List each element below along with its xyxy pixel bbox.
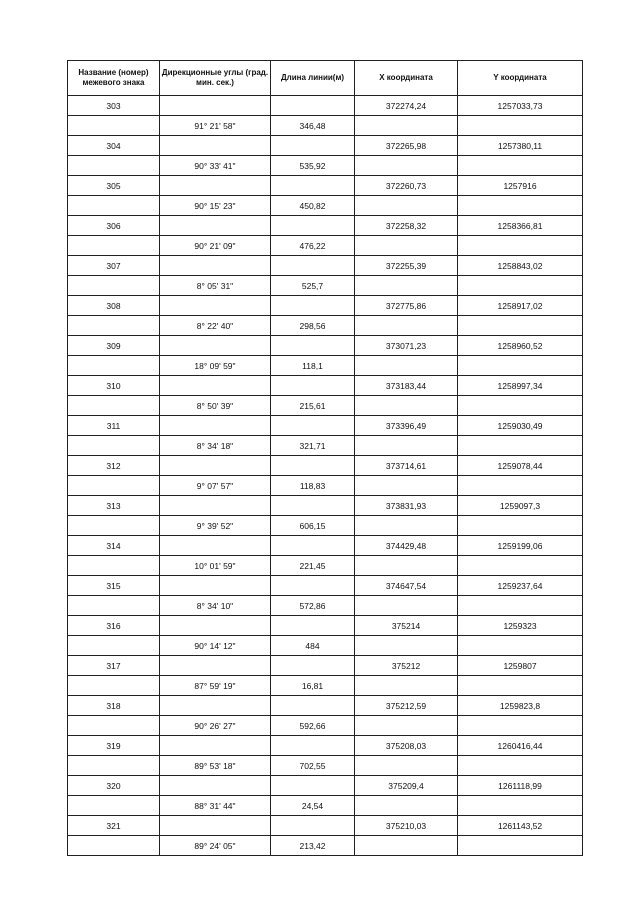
empty-cell — [160, 616, 271, 636]
header-line-length: Длина линии(м) — [271, 61, 355, 96]
point-name-cell: 319 — [68, 736, 160, 756]
empty-cell — [271, 176, 355, 196]
direction-angle-cell: 90° 33' 41" — [160, 156, 271, 176]
direction-angle-cell: 8° 34' 18" — [160, 436, 271, 456]
direction-angle-cell: 10° 01' 59" — [160, 556, 271, 576]
empty-cell — [271, 456, 355, 476]
empty-cell — [271, 96, 355, 116]
table-row-point — [68, 656, 583, 676]
line-length-cell: 298,56 — [271, 316, 355, 336]
empty-cell — [458, 756, 583, 776]
direction-angle-cell: 8° 22' 40" — [160, 316, 271, 336]
table-row-point — [68, 496, 583, 516]
y-coordinate-cell: 1259237,64 — [458, 576, 583, 596]
empty-cell — [271, 296, 355, 316]
x-coordinate-cell: 374647,54 — [355, 576, 458, 596]
x-coordinate-cell: 372255,39 — [355, 256, 458, 276]
empty-cell — [68, 316, 160, 336]
direction-angle-cell: 90° 14' 12" — [160, 636, 271, 656]
table-row-point — [68, 776, 583, 796]
empty-cell — [160, 216, 271, 236]
y-coordinate-cell: 1259199,06 — [458, 536, 583, 556]
empty-cell — [458, 396, 583, 416]
point-name-cell: 305 — [68, 176, 160, 196]
x-coordinate-cell: 375210,03 — [355, 816, 458, 836]
empty-cell — [68, 236, 160, 256]
empty-cell — [458, 276, 583, 296]
empty-cell — [160, 456, 271, 476]
table-row-point — [68, 176, 583, 196]
point-name-cell: 312 — [68, 456, 160, 476]
empty-cell — [355, 596, 458, 616]
empty-cell — [458, 116, 583, 136]
x-coordinate-cell: 374429,48 — [355, 536, 458, 556]
table-row-point — [68, 296, 583, 316]
document-page — [67, 60, 582, 856]
empty-cell — [458, 596, 583, 616]
direction-angle-cell: 18° 09' 59" — [160, 356, 271, 376]
x-coordinate-cell: 373831,93 — [355, 496, 458, 516]
empty-cell — [271, 816, 355, 836]
point-name-cell: 321 — [68, 816, 160, 836]
line-length-cell: 221,45 — [271, 556, 355, 576]
line-length-cell: 484 — [271, 636, 355, 656]
y-coordinate-cell: 1260416,44 — [458, 736, 583, 756]
empty-cell — [68, 796, 160, 816]
table-row-point — [68, 136, 583, 156]
x-coordinate-cell: 373183,44 — [355, 376, 458, 396]
line-length-cell: 535,92 — [271, 156, 355, 176]
table-header-row — [68, 61, 583, 96]
line-length-cell: 450,82 — [271, 196, 355, 216]
table-row-point — [68, 736, 583, 756]
y-coordinate-cell: 1258917,02 — [458, 296, 583, 316]
table-row-point — [68, 216, 583, 236]
empty-cell — [68, 636, 160, 656]
line-length-cell: 606,15 — [271, 516, 355, 536]
x-coordinate-cell: 375208,03 — [355, 736, 458, 756]
direction-angle-cell: 8° 50' 39" — [160, 396, 271, 416]
y-coordinate-cell: 1259030,49 — [458, 416, 583, 436]
empty-cell — [68, 556, 160, 576]
y-coordinate-cell: 1258960,52 — [458, 336, 583, 356]
table-row-point — [68, 816, 583, 836]
empty-cell — [271, 536, 355, 556]
line-length-cell: 476,22 — [271, 236, 355, 256]
point-name-cell: 308 — [68, 296, 160, 316]
direction-angle-cell: 91° 21' 58" — [160, 116, 271, 136]
empty-cell — [355, 156, 458, 176]
empty-cell — [271, 776, 355, 796]
empty-cell — [68, 756, 160, 776]
empty-cell — [458, 556, 583, 576]
empty-cell — [160, 816, 271, 836]
point-name-cell: 310 — [68, 376, 160, 396]
table-row-point — [68, 336, 583, 356]
y-coordinate-cell: 1257033,73 — [458, 96, 583, 116]
point-name-cell: 303 — [68, 96, 160, 116]
empty-cell — [68, 396, 160, 416]
empty-cell — [271, 696, 355, 716]
empty-cell — [355, 316, 458, 336]
empty-cell — [68, 196, 160, 216]
empty-cell — [355, 516, 458, 536]
line-length-cell: 16,81 — [271, 676, 355, 696]
line-length-cell: 346,48 — [271, 116, 355, 136]
empty-cell — [160, 656, 271, 676]
empty-cell — [458, 716, 583, 736]
y-coordinate-cell: 1257380,11 — [458, 136, 583, 156]
x-coordinate-cell: 372775,86 — [355, 296, 458, 316]
empty-cell — [68, 436, 160, 456]
empty-cell — [68, 276, 160, 296]
empty-cell — [68, 356, 160, 376]
empty-cell — [458, 196, 583, 216]
empty-cell — [355, 756, 458, 776]
empty-cell — [355, 356, 458, 376]
direction-angle-cell: 9° 07' 57" — [160, 476, 271, 496]
line-length-cell: 24,54 — [271, 796, 355, 816]
table-row-segment — [68, 356, 583, 376]
empty-cell — [458, 316, 583, 336]
table-row-segment — [68, 516, 583, 536]
direction-angle-cell: 9° 39' 52" — [160, 516, 271, 536]
table-row-segment — [68, 396, 583, 416]
table-row-point — [68, 696, 583, 716]
table-row-segment — [68, 636, 583, 656]
y-coordinate-cell: 1259078,44 — [458, 456, 583, 476]
empty-cell — [271, 736, 355, 756]
x-coordinate-cell: 375212,59 — [355, 696, 458, 716]
empty-cell — [458, 636, 583, 656]
empty-cell — [160, 736, 271, 756]
empty-cell — [271, 496, 355, 516]
table-row-point — [68, 576, 583, 596]
table-row-segment — [68, 196, 583, 216]
empty-cell — [68, 676, 160, 696]
header-point-name: Название (номер) межевого знака — [68, 61, 160, 96]
empty-cell — [68, 716, 160, 736]
empty-cell — [68, 836, 160, 856]
empty-cell — [355, 396, 458, 416]
y-coordinate-cell: 1258997,34 — [458, 376, 583, 396]
y-coordinate-cell: 1259323 — [458, 616, 583, 636]
boundary-coordinates-table — [67, 60, 583, 856]
empty-cell — [160, 776, 271, 796]
x-coordinate-cell: 372258,32 — [355, 216, 458, 236]
y-coordinate-cell: 1259823,8 — [458, 696, 583, 716]
line-length-cell: 213,42 — [271, 836, 355, 856]
table-row-point — [68, 456, 583, 476]
table-row-point — [68, 616, 583, 636]
empty-cell — [160, 376, 271, 396]
empty-cell — [271, 656, 355, 676]
empty-cell — [160, 576, 271, 596]
direction-angle-cell: 90° 21' 09" — [160, 236, 271, 256]
point-name-cell: 320 — [68, 776, 160, 796]
direction-angle-cell: 89° 53' 18" — [160, 756, 271, 776]
empty-cell — [355, 236, 458, 256]
table-row-segment — [68, 276, 583, 296]
empty-cell — [160, 536, 271, 556]
table-row-segment — [68, 596, 583, 616]
x-coordinate-cell: 375214 — [355, 616, 458, 636]
empty-cell — [68, 516, 160, 536]
direction-angle-cell: 87° 59' 19" — [160, 676, 271, 696]
x-coordinate-cell: 372265,98 — [355, 136, 458, 156]
empty-cell — [68, 476, 160, 496]
empty-cell — [160, 296, 271, 316]
x-coordinate-cell: 373396,49 — [355, 416, 458, 436]
header-x-coordinate: X координата — [355, 61, 458, 96]
empty-cell — [355, 476, 458, 496]
empty-cell — [160, 416, 271, 436]
table-row-segment — [68, 836, 583, 856]
point-name-cell: 304 — [68, 136, 160, 156]
point-name-cell: 309 — [68, 336, 160, 356]
y-coordinate-cell: 1261143,52 — [458, 816, 583, 836]
empty-cell — [355, 556, 458, 576]
y-coordinate-cell: 1258366,81 — [458, 216, 583, 236]
direction-angle-cell: 90° 26' 27" — [160, 716, 271, 736]
point-name-cell: 311 — [68, 416, 160, 436]
table-row-point — [68, 256, 583, 276]
point-name-cell: 318 — [68, 696, 160, 716]
empty-cell — [355, 116, 458, 136]
table-row-segment — [68, 436, 583, 456]
y-coordinate-cell: 1257916 — [458, 176, 583, 196]
line-length-cell: 702,55 — [271, 756, 355, 776]
empty-cell — [355, 196, 458, 216]
direction-angle-cell: 8° 34' 10" — [160, 596, 271, 616]
empty-cell — [458, 676, 583, 696]
empty-cell — [160, 696, 271, 716]
table-row-segment — [68, 236, 583, 256]
x-coordinate-cell: 373714,61 — [355, 456, 458, 476]
table-row-segment — [68, 556, 583, 576]
empty-cell — [355, 636, 458, 656]
table-row-segment — [68, 676, 583, 696]
table-row-point — [68, 376, 583, 396]
x-coordinate-cell: 373071,23 — [355, 336, 458, 356]
y-coordinate-cell: 1259807 — [458, 656, 583, 676]
table-row-segment — [68, 476, 583, 496]
empty-cell — [271, 216, 355, 236]
direction-angle-cell: 90° 15' 23" — [160, 196, 271, 216]
empty-cell — [68, 156, 160, 176]
point-name-cell: 316 — [68, 616, 160, 636]
table-row-segment — [68, 716, 583, 736]
direction-angle-cell: 88° 31' 44" — [160, 796, 271, 816]
empty-cell — [68, 596, 160, 616]
empty-cell — [355, 796, 458, 816]
empty-cell — [355, 676, 458, 696]
empty-cell — [355, 836, 458, 856]
x-coordinate-cell: 375212 — [355, 656, 458, 676]
empty-cell — [160, 176, 271, 196]
point-name-cell: 306 — [68, 216, 160, 236]
empty-cell — [271, 256, 355, 276]
line-length-cell: 525,7 — [271, 276, 355, 296]
line-length-cell: 321,71 — [271, 436, 355, 456]
x-coordinate-cell: 372274,24 — [355, 96, 458, 116]
empty-cell — [355, 716, 458, 736]
table-row-segment — [68, 316, 583, 336]
empty-cell — [355, 436, 458, 456]
header-y-coordinate: Y координата — [458, 61, 583, 96]
table-row-segment — [68, 796, 583, 816]
line-length-cell: 592,66 — [271, 716, 355, 736]
line-length-cell: 118,83 — [271, 476, 355, 496]
direction-angle-cell: 89° 24' 05" — [160, 836, 271, 856]
empty-cell — [271, 416, 355, 436]
y-coordinate-cell: 1258843,02 — [458, 256, 583, 276]
empty-cell — [271, 136, 355, 156]
point-name-cell: 317 — [68, 656, 160, 676]
empty-cell — [160, 336, 271, 356]
empty-cell — [271, 576, 355, 596]
empty-cell — [458, 236, 583, 256]
y-coordinate-cell: 1259097,3 — [458, 496, 583, 516]
table-row-segment — [68, 756, 583, 776]
point-name-cell: 315 — [68, 576, 160, 596]
empty-cell — [458, 436, 583, 456]
point-name-cell: 307 — [68, 256, 160, 276]
x-coordinate-cell: 372260,73 — [355, 176, 458, 196]
table-row-point — [68, 96, 583, 116]
table-row-point — [68, 416, 583, 436]
empty-cell — [160, 96, 271, 116]
line-length-cell: 118,1 — [271, 356, 355, 376]
table-row-segment — [68, 156, 583, 176]
empty-cell — [271, 336, 355, 356]
empty-cell — [458, 796, 583, 816]
empty-cell — [68, 116, 160, 136]
empty-cell — [458, 836, 583, 856]
table-row-segment — [68, 116, 583, 136]
header-direction-angle: Дирекционные углы (град. мин. сек.) — [160, 61, 271, 96]
empty-cell — [458, 516, 583, 536]
direction-angle-cell: 8° 05' 31" — [160, 276, 271, 296]
empty-cell — [458, 356, 583, 376]
empty-cell — [458, 476, 583, 496]
empty-cell — [160, 496, 271, 516]
empty-cell — [271, 376, 355, 396]
point-name-cell: 314 — [68, 536, 160, 556]
empty-cell — [160, 256, 271, 276]
line-length-cell: 572,86 — [271, 596, 355, 616]
line-length-cell: 215,61 — [271, 396, 355, 416]
empty-cell — [355, 276, 458, 296]
y-coordinate-cell: 1261118,99 — [458, 776, 583, 796]
point-name-cell: 313 — [68, 496, 160, 516]
empty-cell — [160, 136, 271, 156]
empty-cell — [458, 156, 583, 176]
x-coordinate-cell: 375209,4 — [355, 776, 458, 796]
empty-cell — [271, 616, 355, 636]
table-row-point — [68, 536, 583, 556]
